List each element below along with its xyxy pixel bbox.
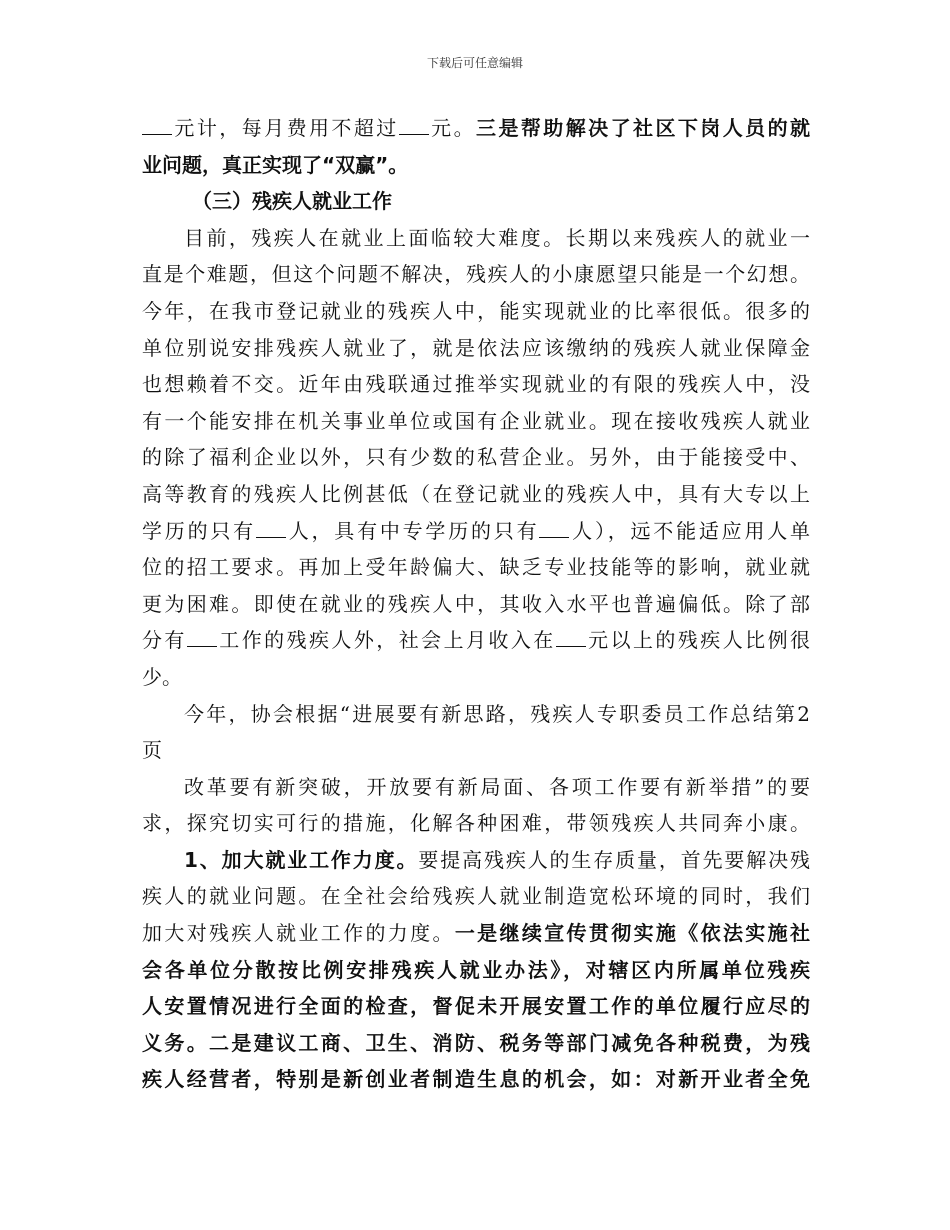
text-run: 分有 <box>142 628 187 653</box>
text-run: 元。 <box>428 116 477 140</box>
paragraph-line: 有一个能安排在机关事业单位或国有企业就业。现在接收残疾人就业 <box>142 408 810 433</box>
paragraph-line <box>142 622 810 659</box>
paragraph-line <box>142 110 810 147</box>
paragraph-line: 也想赖着不交。近年由残联通过推举实现就业的有限的残疾人中，没 <box>142 372 810 397</box>
paragraph-line: 求，探究切实可行的措施，化解各种困难，带领残疾人共同奔小康。 <box>142 811 810 836</box>
fill-blank <box>556 622 586 647</box>
paragraph-line: 位的招工要求。再加上受年龄偏大、缺乏专业技能等的影响，就业就 <box>142 555 810 580</box>
text-run: 工作的残疾人外，社会上月收入在 <box>216 628 556 653</box>
document-body <box>142 110 810 1098</box>
paragraph-line: 少。 <box>142 664 182 689</box>
paragraph-line: 高等教育的残疾人比例甚低（在登记就业的残疾人中，具有大专以上 <box>142 481 810 506</box>
paragraph-line: 疾人经营者，特别是新创业者制造生息的机会，如：对新开业者全免 <box>142 1067 810 1092</box>
paragraph-line: 今年，协会根据“进展要有新思路，残疾人专职委员工作总结第2 <box>184 701 810 726</box>
paragraph-line: 页 <box>142 738 162 763</box>
fill-blank <box>539 513 569 538</box>
text-run: 元以上的残疾人比例很 <box>585 628 811 653</box>
section-heading: （三）残疾人就业工作 <box>192 189 392 214</box>
paragraph-line: 改革要有新突破，开放要有新局面、各项工作要有新举措”的要 <box>184 774 810 799</box>
paragraph-line: 人安置情况进行全面的检查，督促未开展安置工作的单位履行应尽的 <box>142 994 810 1019</box>
paragraph-line: 业问题，真正实现了“双赢”。 <box>142 152 409 177</box>
paragraph-line: 更为困难。即使在就业的残疾人中，其收入水平也普遍偏低。除了部 <box>142 591 810 616</box>
paragraph-line: 的除了福利企业以外，只有少数的私营企业。另外，由于能接受中、 <box>142 445 810 470</box>
text-run: 人），远不能适应用人单 <box>569 518 811 543</box>
paragraph-line <box>142 842 810 879</box>
fill-blank <box>187 622 217 647</box>
paragraph-line: 会各单位分散按比例安排残疾人就业办法》，对辖区内所属单位残疾 <box>142 957 810 982</box>
text-run: 人，具有中专学历的只有 <box>285 518 540 543</box>
paragraph-line: 今年，在我市登记就业的残疾人中，能实现就业的比率很低。很多的 <box>142 298 810 323</box>
fill-blank <box>256 513 286 538</box>
paragraph-line: 义务。二是建议工商、卫生、消防、税务等部门减免各种税费，为残 <box>142 1030 810 1055</box>
paragraph-line: 单位别说安排残疾人就业了，就是依法应该缴纳的残疾人就业保障金 <box>142 335 810 360</box>
paragraph-line <box>142 915 810 952</box>
paragraph-line: 疾人的就业问题。在全社会给残疾人就业制造宽松环境的同时，我们 <box>142 884 810 909</box>
text-run: 要提高残疾人的生存质量，首先要解决残 <box>418 847 811 872</box>
bold-text-run: 三是帮助解决了社区下岗人员的就 <box>476 116 811 140</box>
text-run: 学历的只有 <box>142 518 256 543</box>
text-run: 元计，每月费用不超过 <box>172 116 399 140</box>
bold-text-run: 一是继续宣传贯彻实施《依法实施社 <box>454 921 811 946</box>
fill-blank <box>399 110 429 135</box>
paragraph-line <box>142 513 810 550</box>
paragraph-line: 目前，残疾人在就业上面临较大难度。长期以来残疾人的就业一 <box>184 225 810 250</box>
page-header: 下载后可任意编辑 <box>426 56 523 70</box>
paragraph-line: 直是个难题，但这个问题不解决，残疾人的小康愿望只能是一个幻想。 <box>142 262 810 287</box>
bold-text-run: 1、加大就业工作力度。 <box>184 847 419 872</box>
fill-blank <box>142 110 172 135</box>
text-run: 加大对残疾人就业工作的力度。 <box>142 921 455 946</box>
